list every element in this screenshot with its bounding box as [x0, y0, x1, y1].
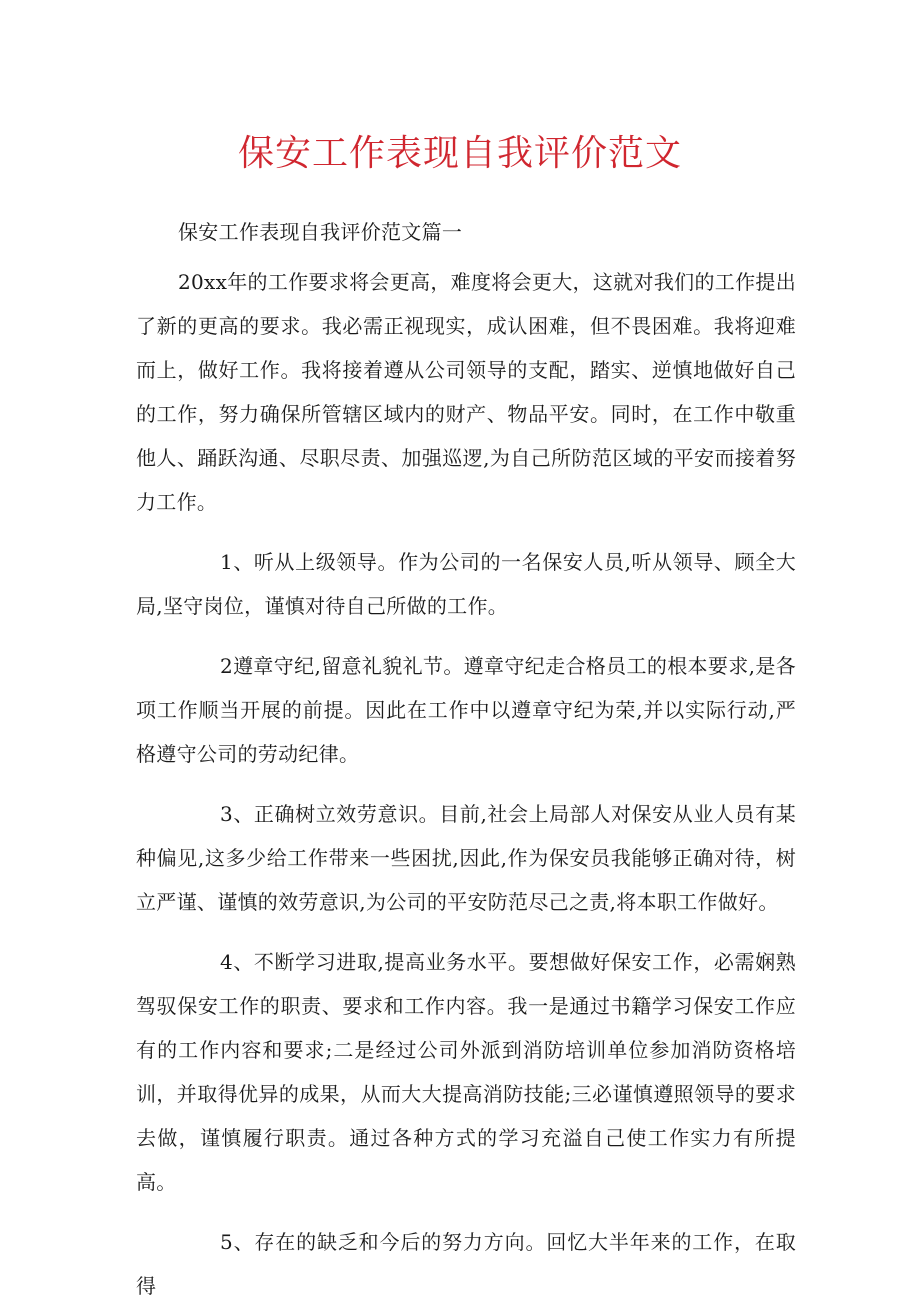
document-title: 保安工作表现自我评价范文: [237, 133, 682, 174]
paragraph-item-1: 1、听从上级领导。作为公司的一名保安人员,听从领导、顾全大局,坚守岗位，谨慎对待自己所做的工作。: [136, 550, 796, 618]
section-heading: 保安工作表现自我评价范文篇一: [178, 220, 463, 244]
paragraph-item-2: 2遵章守纪,留意礼貌礼节。遵章守纪走合格员工的根本要求,是各项工作顺当开展的前提。因此在工作中以遵章守纪为荣,并以实际行动,严格遵守公司的劳动纪律。: [136, 654, 796, 766]
document-body: [136, 210, 796, 1308]
paragraph-item-3: 3、正确树立效劳意识。目前,社会上局部人对保安从业人员有某种偏见,这多少给工作带来一些困扰,因此,作为保安员我能够正确对待，树立严谨、谨慎的效劳意识,为公司的平安防范尽己之责,将本职工作做好。: [136, 802, 796, 914]
paragraph-item-4: 4、不断学习进取,提高业务水平。要想做好保安工作，必需娴熟驾驭保安工作的职责、要求和工作内容。我一是通过书籍学习保安工作应有的工作内容和要求;二是经过公司外派到消防培训单位参加消防资格培训，并取得优异的成果，从而大大提高消防技能;三必谨慎遵照领导的要求去做，谨慎履行职责。通过各种方式的学习充溢自己使工作实力有所提高。: [136, 950, 796, 1194]
intro-paragraph: 20xx年的工作要求将会更高，难度将会更大，这就对我们的工作提出了新的更高的要求。我必需正视现实，成认困难，但不畏困难。我将迎难而上，做好工作。我将接着遵从公司领导的支配，踏实、逆慎地做好自己的工作，努力确保所管辖区域内的财产、物品平安。同时，在工作中敬重他人、踊跃沟通、尽职尽责、加强巡逻,为自己所防范区域的平安而接着努力工作。: [136, 270, 796, 514]
paragraph-item-5: 5、存在的缺乏和今后的努力方向。回忆大半年来的工作，在取得: [136, 1230, 796, 1298]
